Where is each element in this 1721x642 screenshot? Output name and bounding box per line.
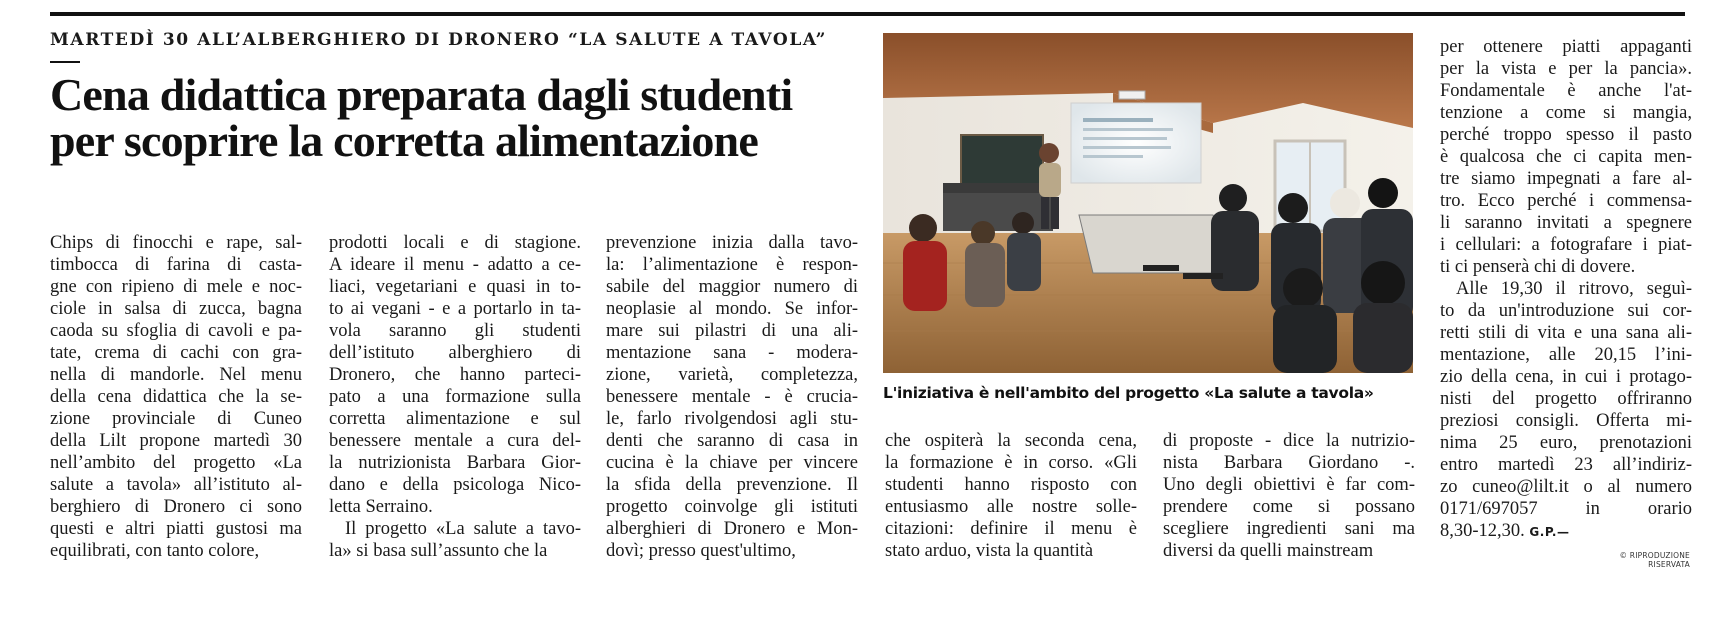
text-line: 0171/697057 in orario (1440, 499, 1692, 519)
text-line: cucina è la chiave per vincere (606, 453, 858, 473)
copyright-notice: © RIPRODUZIONE RISERVATA (1619, 551, 1690, 569)
text-line: Uno degli obiettivi è far com- (1163, 475, 1415, 495)
text-line: ciole in salsa di zucca, bagna (50, 299, 302, 319)
text-line: scegliere ingredienti sani ma (1163, 519, 1415, 539)
body-column-4 (885, 430, 1137, 562)
text-line: della cena didattica che la se- (50, 387, 302, 407)
article-photo (883, 33, 1413, 373)
text-line: mentazione, alle 20,15 l’ini- (1440, 345, 1692, 365)
text-line: pato a una formazione sulla (329, 387, 581, 407)
text-line: benessere mentale - è crucia- (606, 387, 858, 407)
text-line: studenti hanno risposto con (885, 475, 1137, 495)
text-line: prodotti locali e di stagione. (329, 233, 581, 253)
text-line: Chips di finocchi e rape, sal- (50, 233, 302, 253)
text-line: benessere mentale a cura del- (329, 431, 581, 451)
text-line: sabile del maggior numero di (606, 277, 858, 297)
text-line: della Lilt propone martedì 30 (50, 431, 302, 451)
text-line: liaci, vegetariani e quasi in to- (329, 277, 581, 297)
text-line: 8,30-12,30. (1440, 521, 1525, 541)
text-line: la» si basa sull’assunto che la (329, 541, 548, 561)
kicker-rule (50, 61, 80, 63)
text-line: prendere come si possano (1163, 497, 1415, 517)
body-column-2 (329, 232, 581, 562)
headline-line-2: per scoprire la corretta alimentazione (50, 115, 758, 166)
text-line: vola saranno gli studenti (329, 321, 581, 341)
text-line: citazioni: definire il menu è (885, 519, 1137, 539)
text-line: retti stili di vita e una sana ali- (1440, 323, 1692, 343)
body-column-6 (1440, 36, 1692, 542)
text-line: equilibrati, con tanto colore, (50, 541, 260, 561)
text-line: i cellulari: a fotografare i piat- (1440, 235, 1692, 255)
text-line: li saranno invitati a spegnere (1440, 213, 1692, 233)
text-line: tro. Ecco perché i commensa- (1440, 191, 1692, 211)
text-line: letta Serraino. (329, 497, 433, 517)
text-line: nista Barbara Giordano -. (1163, 453, 1415, 473)
text-line: salute a tavola» all’istituto al- (50, 475, 302, 495)
text-line: perché troppo spesso il pasto (1440, 125, 1692, 145)
text-line: stato arduo, vista la quantità (885, 541, 1094, 561)
text-line: alberghieri di Dronero e Mon- (606, 519, 858, 539)
text-line: diversi da quelli mainstream (1163, 541, 1374, 561)
text-line: di proposte - dice la nutrizio- (1163, 431, 1415, 451)
headline-line-1: Cena didattica preparata dagli studenti (50, 69, 793, 120)
text-line: berghiero di Dronero ci sono (50, 497, 302, 517)
top-rule (50, 12, 1685, 16)
text-line: A ideare il menu - adatto a ce- (329, 255, 581, 275)
text-line: dano e della psicologa Nico- (329, 475, 581, 495)
text-line: nisti del progetto offriranno (1440, 389, 1692, 409)
text-line: entro martedì 23 all’indiriz- (1440, 455, 1692, 475)
text-line: to da un'introduzione sui cor- (1440, 301, 1692, 321)
text-line: to ai vegani - e a portarlo in ta- (329, 299, 581, 319)
text-line: zione, varietà, completezza, (606, 365, 858, 385)
text-line: nell’ambito del progetto «La (50, 453, 302, 473)
text-line: che ospiterà la seconda cena, (885, 431, 1137, 451)
text-line: denti che saranno di casa in (606, 431, 858, 451)
text-line: tenzione a come si mangia, (1440, 103, 1692, 123)
text-line: per la vista e per la pancia». (1440, 59, 1692, 79)
body-column-3 (606, 232, 858, 562)
text-line: zione provinciale di Cuneo (50, 409, 302, 429)
text-line: ti ci penserà chi di dovere. (1440, 257, 1636, 277)
text-line: tate, crema di cachi con gra- (50, 343, 302, 363)
text-line: la formazione è in corso. «Gli (885, 453, 1137, 473)
text-line: Fondamentale è anche l'at- (1440, 81, 1692, 101)
headline (50, 69, 880, 166)
text-line: gne con ripieno di mele e noc- (50, 277, 302, 297)
text-line: è qualcosa che ci capita men- (1440, 147, 1692, 167)
photo-caption: L'iniziativa è nell'ambito del progetto «La salute a tavola» (883, 384, 1374, 402)
text-line: prevenzione inizia dalla tavo- (606, 233, 858, 253)
text-line: mare sui pilastri di una ali- (606, 321, 858, 341)
text-line: mentazione sana - modera- (606, 343, 858, 363)
text-line: per ottenere piatti appaganti (1440, 37, 1692, 57)
text-line: zio della cena, in cui i protago- (1440, 367, 1692, 387)
text-line: corretta alimentazione e sul (329, 409, 581, 429)
kicker: MARTEDÌ 30 ALL’ALBERGHIERO DI DRONERO “LA SALUTE A TAVOLA” (50, 30, 828, 50)
text-line: timbocca di farina di casta- (50, 255, 302, 275)
text-line: entusiasmo alle nostre solle- (885, 497, 1137, 517)
body-column-1 (50, 232, 302, 562)
text-line: zo cuneo@lilt.it o al numero (1440, 477, 1692, 497)
text-line: nella di mandorle. Nel menu (50, 365, 302, 385)
text-line: la sfida della prevenzione. Il (606, 475, 858, 495)
text-line: neoplasie al mondo. Se infor- (606, 299, 858, 319)
text-line: Dronero, che hanno parteci- (329, 365, 581, 385)
text-line: le, farlo rivolgendosi agli stu- (606, 409, 858, 429)
text-line: dell’istituto alberghiero di (329, 343, 581, 363)
text-line: preziosi consigli. Offerta mi- (1440, 411, 1692, 431)
text-line: dovì; presso quest'ultimo, (606, 541, 796, 561)
text-line: caoda su sfoglia di cavoli e pa- (50, 321, 302, 341)
body-column-5 (1163, 430, 1415, 562)
text-line: questi e altri piatti gustosi ma (50, 519, 302, 539)
text-line: nima 25 euro, prenotazioni (1440, 433, 1692, 453)
text-line: Il progetto «La salute a tavo- (345, 519, 581, 539)
text-line: progetto coinvolge gli istituti (606, 497, 858, 517)
author-signature: G.P.— (1529, 525, 1570, 539)
text-line: la: l’alimentazione è respon- (606, 255, 858, 275)
text-line: tre siamo impegnati a fare al- (1440, 169, 1692, 189)
text-line: la nutrizionista Barbara Gior- (329, 453, 581, 473)
text-line: Alle 19,30 il ritrovo, seguì- (1456, 279, 1692, 299)
text-line-signoff (1440, 520, 1692, 542)
